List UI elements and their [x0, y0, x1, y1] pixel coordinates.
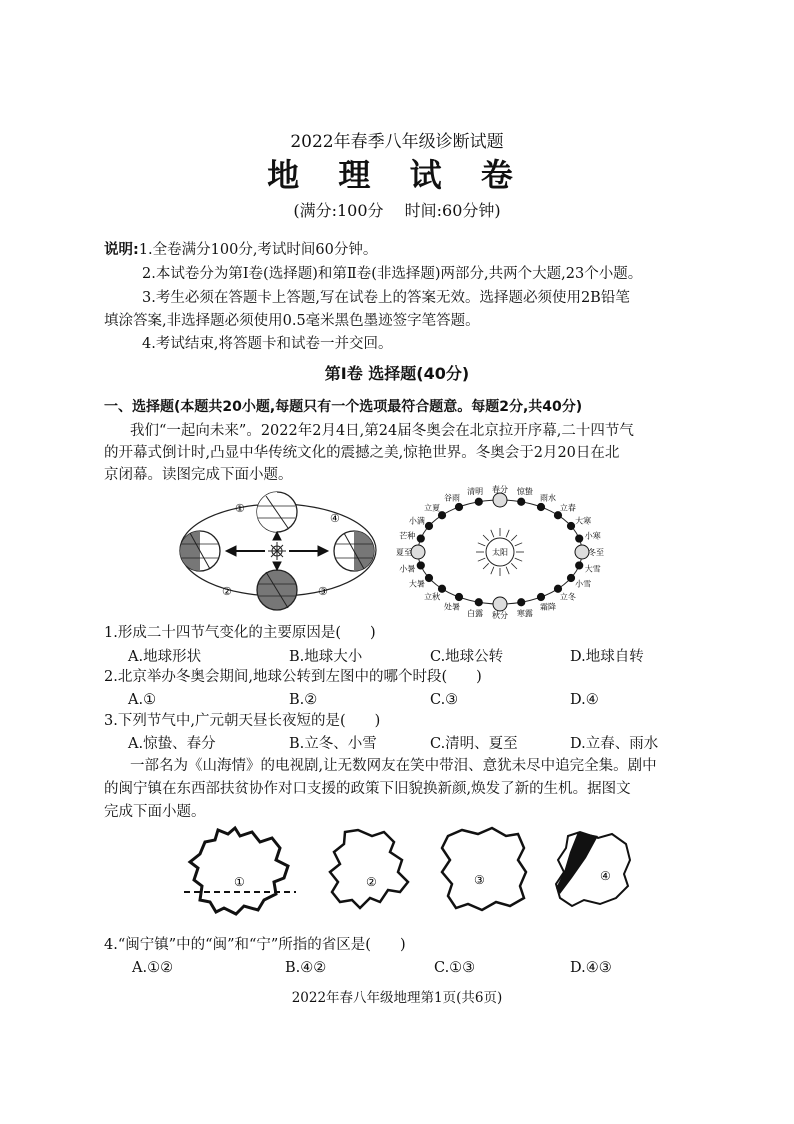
orbit-label-1: ①	[235, 502, 245, 515]
orbit-label-4: ④	[330, 512, 340, 525]
term-dot	[554, 512, 561, 519]
passage1-line-1: 我们“一起向未来”。2022年2月4日,第24届冬奥会在北京拉开序幕,二十四节气	[130, 423, 634, 439]
term-dot	[493, 597, 507, 611]
term-label: 立春	[559, 503, 576, 513]
section-heading: 第Ⅰ卷 选择题(40分)	[324, 364, 470, 383]
question-2-option-c[interactable]: C.③	[430, 692, 459, 708]
instruction-label: 说明:	[104, 242, 139, 258]
term-dot	[567, 522, 574, 529]
question-3-option-a[interactable]: A.惊蛰、春分	[128, 736, 216, 752]
solar-terms-diagram	[392, 478, 612, 626]
term-dot	[576, 535, 583, 542]
question-1-option-b[interactable]: B.地球大小	[289, 649, 363, 665]
question-4-option-c[interactable]: C.①③	[434, 960, 476, 976]
term-label: 秋分	[492, 611, 508, 620]
term-label: 大寒	[575, 516, 592, 526]
term-dot	[417, 562, 424, 569]
question-2-option-a[interactable]: A.①	[128, 692, 157, 708]
term-label: 谷雨	[444, 493, 460, 503]
term-label: 小雪	[575, 579, 592, 589]
term-dot	[537, 593, 544, 600]
orbit-label-3: ③	[318, 585, 328, 598]
term-label: 霜降	[540, 602, 556, 612]
question-1-stem: 1.形成二十四节气变化的主要原因是( )	[104, 625, 376, 641]
question-1-option-c[interactable]: C.地球公转	[430, 649, 504, 665]
term-label: 春分	[492, 485, 508, 494]
province-maps	[180, 822, 640, 922]
sun-icon	[268, 542, 286, 560]
term-label: 清明	[467, 487, 484, 497]
term-dot	[455, 593, 462, 600]
sun-center	[476, 528, 524, 576]
instruction-item-3a: 3.考生必须在答题卡上答题,写在试卷上的答案无效。选择题必须使用2B铅笔	[142, 290, 630, 306]
term-dot	[417, 535, 424, 542]
question-4-option-d[interactable]: D.④③	[570, 960, 612, 976]
instruction-item-4: 4.考试结束,将答题卡和试卷一并交回。	[142, 336, 393, 352]
page-footer: 2022年春八年级地理第1页(共6页)	[291, 990, 503, 1006]
term-dot	[475, 498, 482, 505]
term-label: 芒种	[399, 531, 416, 541]
question-4-option-a[interactable]: A.①②	[132, 960, 174, 976]
province-map-1	[184, 828, 296, 914]
province-map-3	[442, 828, 526, 910]
term-dot	[567, 574, 574, 581]
passage1-line-3: 京闭幕。读图完成下面小题。	[104, 467, 293, 483]
term-label: 立冬	[559, 592, 576, 602]
term-label: 小寒	[584, 531, 601, 541]
term-dot	[518, 498, 525, 505]
term-dot	[554, 585, 561, 592]
question-2-option-d[interactable]: D.④	[570, 692, 599, 708]
term-label: 立夏	[424, 503, 441, 513]
question-1-option-d[interactable]: D.地球自转	[570, 649, 644, 665]
term-label: 大暑	[408, 579, 425, 589]
term-dot	[438, 585, 445, 592]
question-4-option-b[interactable]: B.④②	[285, 960, 327, 976]
sun-label: 太阳	[492, 548, 508, 557]
exam-title: 地 理 试 卷	[267, 156, 527, 194]
term-label: 惊蛰	[516, 487, 533, 497]
passage1-line-2: 的开幕式倒计时,凸显中华传统文化的震撼之美,惊艳世界。冬奥会于2月20日在北	[104, 445, 620, 461]
term-dot	[518, 599, 525, 606]
term-label: 寒露	[516, 608, 533, 618]
instruction-item-1: 1.全卷满分100分,考试时间60分钟。	[138, 242, 378, 258]
term-label: 处暑	[444, 602, 460, 612]
passage2-line-2: 的闽宁镇在东西部扶贫协作对口支援的政策下旧貌换新颜,焕发了新的生机。据图文	[104, 781, 631, 797]
term-label: 白露	[467, 608, 484, 618]
term-label: 大雪	[584, 564, 601, 574]
map-label-2: ②	[366, 875, 377, 889]
exam-meta: (满分:100分 时间:60分钟)	[293, 201, 501, 220]
term-dot	[576, 562, 583, 569]
term-dot	[425, 574, 432, 581]
earth-top	[257, 492, 297, 532]
question-3-option-d[interactable]: D.立春、雨水	[570, 736, 659, 752]
earth-right	[334, 531, 374, 571]
term-dot	[537, 503, 544, 510]
question-3-option-c[interactable]: C.清明、夏至	[430, 736, 518, 752]
instruction-item-2: 2.本试卷分为第Ⅰ卷(选择题)和第Ⅱ卷(非选择题)两部分,共两个大题,23个小题。	[142, 266, 643, 282]
term-label: 冬至	[588, 548, 604, 557]
earth-bottom	[257, 570, 297, 610]
term-dot	[493, 493, 507, 507]
term-dot	[425, 522, 432, 529]
term-label: 小暑	[399, 564, 416, 574]
question-4-stem: 4.“闽宁镇”中的“闽”和“宁”所指的省区是( )	[104, 937, 406, 953]
question-2-option-b[interactable]: B.②	[289, 692, 318, 708]
question-2-stem: 2.北京举办冬奥会期间,地球公转到左图中的哪个时段( )	[104, 669, 482, 685]
map-label-1: ①	[234, 875, 245, 889]
province-map-2	[330, 830, 408, 908]
passage2-line-1: 一部名为《山海情》的电视剧,让无数网友在笑中带泪、意犹未尽中追完全集。剧中	[130, 758, 657, 774]
instruction-line-1	[104, 240, 377, 260]
orbit-label-2: ②	[222, 585, 232, 598]
part-heading: 一、选择题(本题共20小题,每题只有一个选项最符合题意。每题2分,共40分)	[104, 399, 583, 415]
instruction-item-3b: 填涂答案,非选择题必须使用0.5毫米黑色墨迹签字笔答题。	[104, 313, 480, 329]
term-dot	[411, 545, 425, 559]
term-label: 小满	[408, 516, 425, 526]
question-1-option-a[interactable]: A.地球形状	[128, 649, 202, 665]
term-dot	[455, 503, 462, 510]
term-label: 雨水	[540, 493, 556, 503]
map-label-4: ④	[600, 869, 611, 883]
question-3-option-b[interactable]: B.立冬、小雪	[289, 736, 377, 752]
term-dot	[575, 545, 589, 559]
term-label: 立秋	[424, 592, 441, 602]
term-dot	[475, 599, 482, 606]
earth-left	[180, 531, 220, 571]
term-dot	[438, 512, 445, 519]
passage2-line-3: 完成下面小题。	[104, 804, 206, 820]
province-map-4	[556, 832, 630, 906]
exam-subtitle: 2022年春季八年级诊断试题	[290, 132, 504, 152]
question-3-stem: 3.下列节气中,广元朝天昼长夜短的是( )	[104, 713, 381, 729]
revolution-diagram	[170, 488, 390, 616]
map-label-3: ③	[474, 873, 485, 887]
term-label: 夏至	[396, 548, 412, 557]
